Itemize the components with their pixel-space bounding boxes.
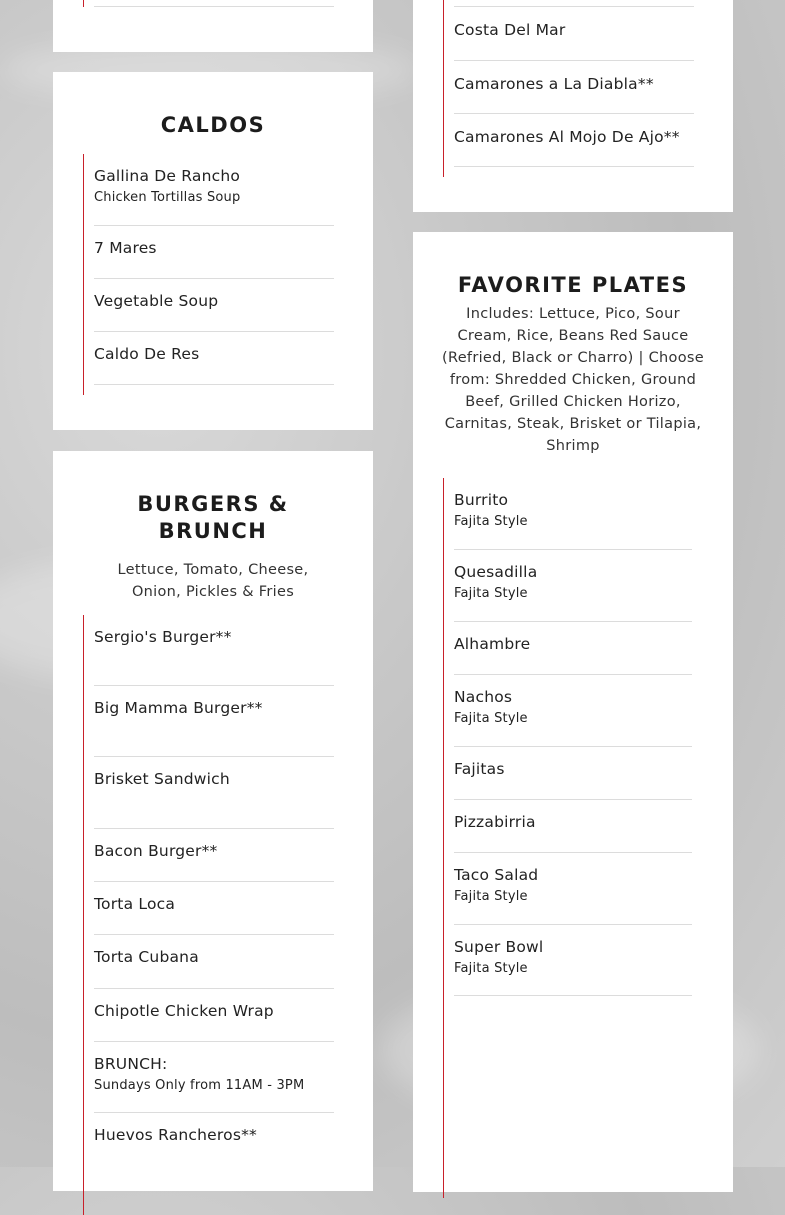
menu-item-name: Quesadilla [454,563,538,581]
menu-item-name: Brisket Sandwich [94,770,230,788]
menu-item-name: Vegetable Soup [94,292,219,310]
menu-item-description: Sundays Only from 11AM - 3PM [94,1078,305,1093]
menu-card-burgers-brunch [53,451,373,1191]
menu-item-name: Alhambre [454,635,531,653]
menu-item-name: Bacon Burger** [94,842,218,860]
menu-item[interactable] [94,757,334,829]
menu-item[interactable] [94,279,334,332]
menu-card-favorite-plates [413,232,733,1192]
menu-item-name: Super Bowl [454,938,544,956]
menu-item-name: Camarones Al Mojo De Ajo** [454,128,680,146]
divider [454,0,694,7]
menu-item-name: Burrito [454,491,509,509]
menu-item-name: Torta Loca [94,895,176,913]
menu-item[interactable] [454,114,694,167]
card-title: FAVORITE PLATES [457,273,689,297]
menu-list [83,615,334,1215]
menu-item-name: Caldo De Res [94,345,200,363]
menu-item-name: Camarones a La Diabla** [454,75,654,93]
menu-card-caldos [53,72,373,430]
menu-item[interactable] [454,747,692,800]
menu-item[interactable] [94,154,334,226]
menu-item[interactable] [454,853,692,925]
menu-item-description: Chicken Tortillas Soup [94,190,241,205]
menu-item[interactable] [94,829,334,882]
menu-item[interactable] [94,615,334,686]
menu-item[interactable] [94,226,334,279]
menu-list [83,154,334,395]
menu-item[interactable] [454,550,692,622]
menu-item[interactable] [94,332,334,385]
menu-item[interactable] [454,925,692,996]
menu-item[interactable] [454,800,692,853]
menu-item[interactable] [454,478,692,550]
menu-item-name: BRUNCH: [94,1055,168,1073]
menu-item[interactable] [454,61,694,114]
divider [94,6,334,7]
menu-item-name: 7 Mares [94,239,157,257]
menu-item[interactable] [454,622,692,675]
menu-item-description: Fajita Style [454,711,528,726]
menu-item-description: Fajita Style [454,889,528,904]
card-title: BURGERS & BRUNCH [137,492,289,543]
card-description: Includes: Lettuce, Pico, Sour Cream, Rice, Beans Red Sauce (Refried, Black or Charro) | Choose from: Shredded Chicken, Ground Beef, Grilled Chicken Horizo, Carnitas, Steak, Brisket or Tilapia, Shrimp [442,306,704,454]
menu-item[interactable] [94,686,334,757]
menu-item-name: Fajitas [454,760,505,778]
menu-item[interactable] [94,882,334,935]
card-title: CALDOS [160,113,266,137]
menu-item[interactable] [454,7,694,61]
menu-card-top-right [413,0,733,212]
menu-item-name: Chipotle Chicken Wrap [94,1002,274,1020]
menu-item[interactable] [94,989,334,1042]
menu-card-top-left [53,0,373,52]
menu-item-description: Fajita Style [454,514,528,529]
menu-item-name: Costa Del Mar [454,21,566,39]
card-description: Lettuce, Tomato, Cheese, Onion, Pickles & Fries [117,562,309,600]
menu-list [443,478,692,1198]
menu-item-name: Huevos Rancheros** [94,1126,257,1144]
menu-item[interactable] [94,1113,334,1166]
menu-item-description: Fajita Style [454,961,528,976]
menu-item-name: Big Mamma Burger** [94,699,263,717]
menu-item-name: Sergio's Burger** [94,628,232,646]
menu-item[interactable] [454,675,692,747]
menu-item[interactable] [94,935,334,989]
menu-item[interactable] [94,1042,334,1113]
menu-item-name: Torta Cubana [94,948,199,966]
menu-item-name: Gallina De Rancho [94,167,241,185]
menu-item-description: Fajita Style [454,586,528,601]
menu-list [443,0,694,177]
menu-item-name: Taco Salad [454,866,539,884]
menu-list-accent [83,0,84,7]
menu-item-name: Nachos [454,688,513,706]
menu-item-name: Pizzabirria [454,813,536,831]
